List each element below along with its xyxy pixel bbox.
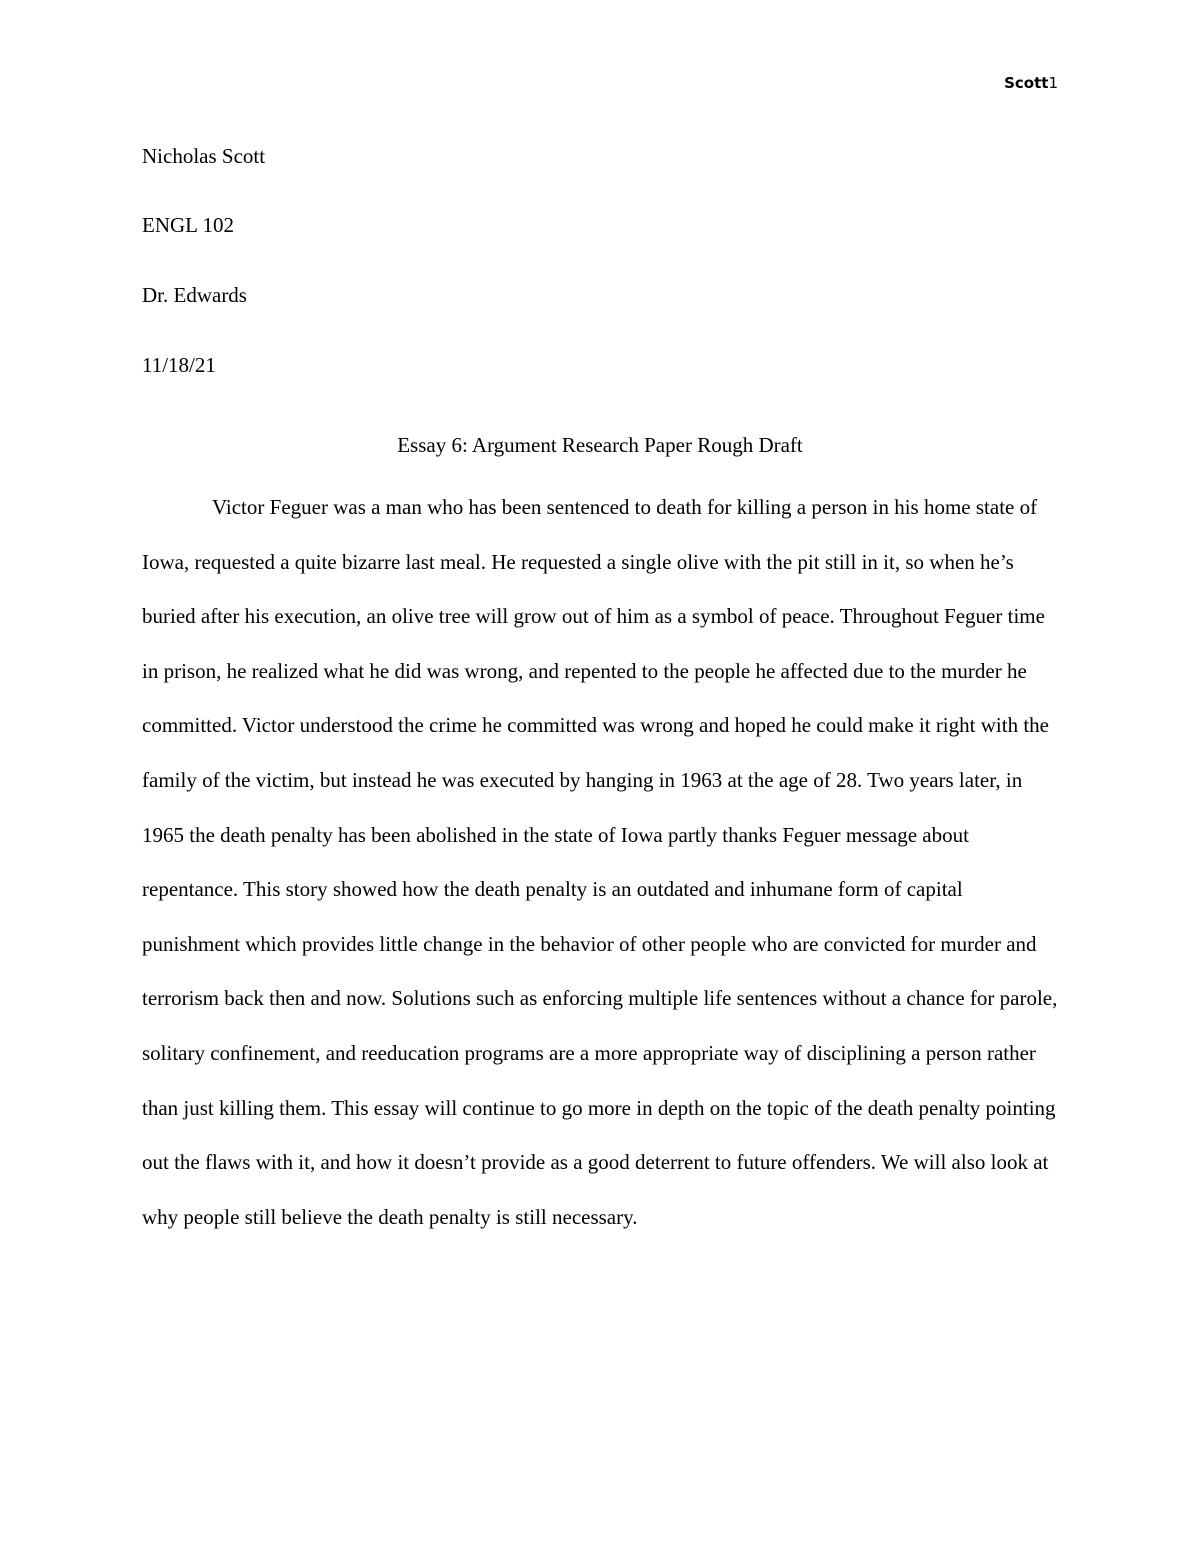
essay-title: Essay 6: Argument Research Paper Rough Draft — [397, 433, 803, 457]
page-number: 1 — [1048, 74, 1058, 92]
submission-date: 11/18/21 — [142, 353, 216, 377]
body-paragraph: Victor Feguer was a man who has been sentenced to death for killing a person in his home state of Iowa, requested a quite bizarre last meal. He requested a single olive with the pit still in it, so when he’s buried after his execution, an olive tree will grow out of him as a symbol of peace. Throughout Feguer time in prison, he realized what he did was wrong, and repented to the people he affected due to the murder he committed. Victor understood the crime he committed was wrong and hoped he could make it right with the family of the victim, but instead he was executed by hanging in 1963 at the age of 28. Two years later, in 1965 the death penalty has been abolished in the state of Iowa partly thanks Feguer message about repentance. This story showed how the death penalty is an outdated and inhumane form of capital punishment which provides little change in the behavior of other people who are convicted for murder and terrorism back then and now. Solutions such as enforcing multiple life sentences without a chance for parole, solitary confinement, and reeducation programs are a more appropriate way of disciplining a person rather than just killing them. This essay will continue to go more in depth on the topic of the death penalty pointing out the flaws with it, and how it doesn’t provide as a good deterrent to future offenders. We will also look at why people still believe the death penalty is still necessary. — [142, 495, 1058, 1229]
running-header — [1004, 74, 1058, 92]
instructor-name: Dr. Edwards — [142, 283, 247, 307]
course-name: ENGL 102 — [142, 213, 234, 237]
student-name: Nicholas Scott — [142, 144, 266, 168]
running-header-name: Scott — [1004, 74, 1049, 92]
